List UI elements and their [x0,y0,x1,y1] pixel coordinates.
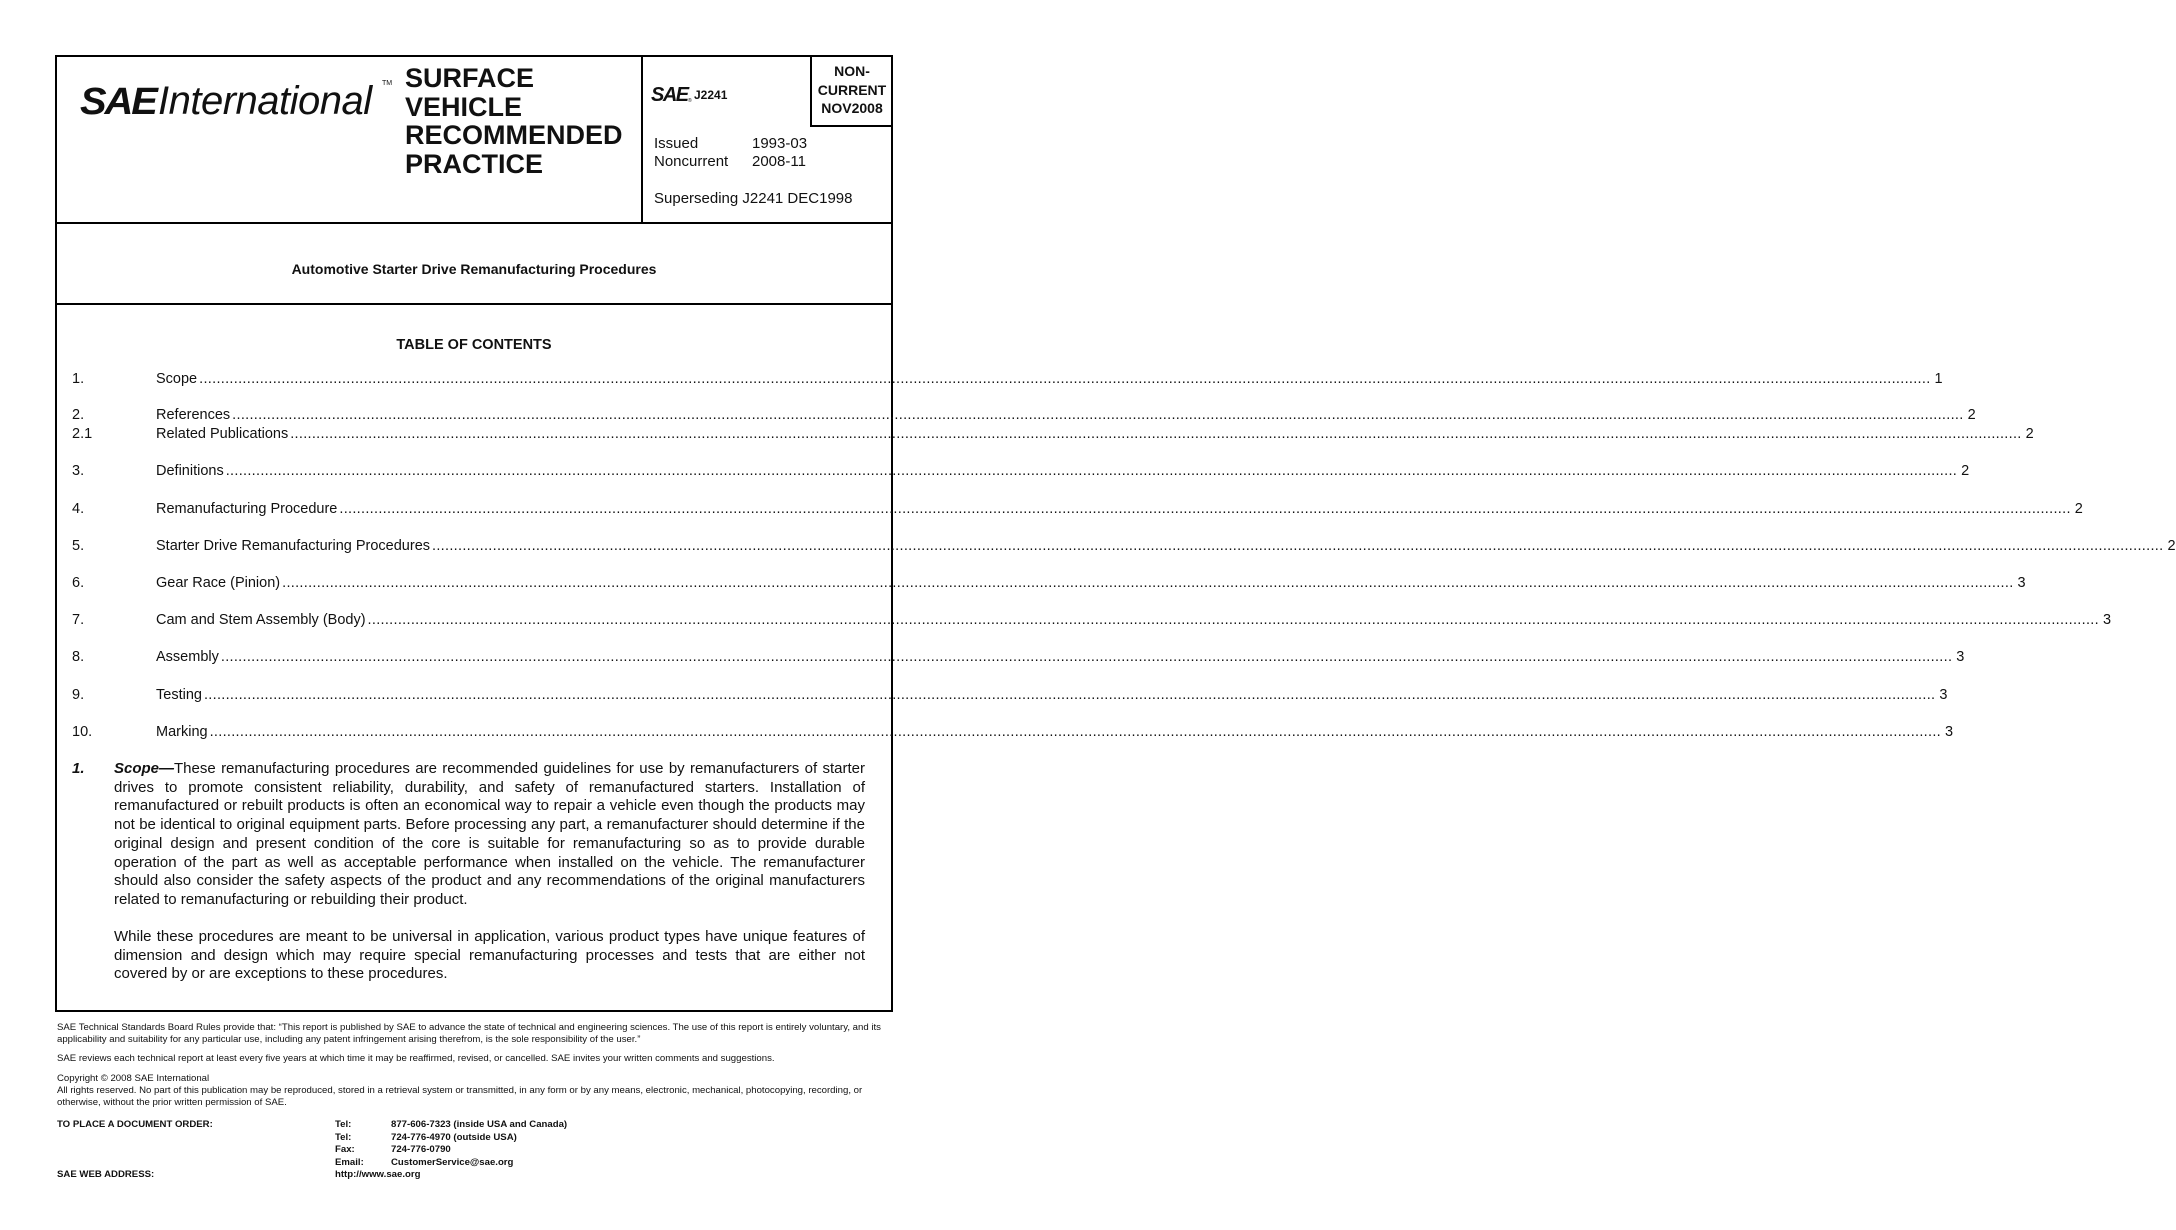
standards-rules-note: SAE Technical Standards Board Rules provide that: “This report is published by SAE to advance the state of technical and engineering sciences. The use of this report is entirely voluntary, and its applicability and suitability for any particular use, including any patent infringement arising therefrom, is the sole responsibility of the user.” [57,1022,881,1045]
toc-page: 2 [2025,426,2034,442]
toc-number: 3. [72,463,85,479]
toc-leader: ................................................................................................................................................................................................................................................................................................................................................................................................................ [290,426,2022,442]
website-link[interactable]: http://www.sae.org [335,1169,421,1180]
issued-value: 1993-03 [752,135,808,152]
toc-page: 3 [1939,687,1948,703]
international-logo-text: International [158,79,372,123]
toc-number: 9. [72,687,85,703]
paragraph-text: These remanufacturing procedures are recommended guidelines for use by remanufacturers of starter drives to promote consistent reliability, durability, and safety of remanufactured starters. Installation of remanufactured or rebuilt products is often an economical way to repair a vehicle even though the products may not be identical to original equipment parts. Before processing any part, a remanufacturer should determine if the original design and present condition of the core is suitable for remanufacturing so as to provide durable operation of the part as well as acceptable performance when installed on the vehicle. The remanufacturer should also consider the safety aspects of the product and any recommendations of the original manufacturers related to remanufacturing or rebuilding their product. [114,760,865,908]
report-type [405,64,640,178]
fax-value: 724-776-0790 [391,1144,451,1155]
toc-leader: ................................................................................................................................................................................................................................................................................................................................................................................................................ [232,407,1964,423]
order-label: TO PLACE A DOCUMENT ORDER: [57,1119,213,1130]
email-link[interactable]: CustomerService@sae.org [391,1157,514,1168]
divider [641,55,643,224]
phone-link[interactable]: 877-606-7323 (inside USA and Canada) [391,1119,568,1130]
toc-number: 6. [72,575,85,591]
toc-leader: ................................................................................................................................................................................................................................................................................................................................................................................................................ [339,501,2071,517]
toc-number: 5. [72,538,85,554]
report-type-line: RECOMMENDED [405,120,623,150]
toc-leader: ................................................................................................................................................................................................................................................................................................................................................................................................................ [199,371,1931,387]
toc-title: Scope [156,371,198,387]
toc-leader: ................................................................................................................................................................................................................................................................................................................................................................................................................ [203,687,1936,703]
toc-title: Starter Drive Remanufacturing Procedures [156,538,431,554]
toc-entry[interactable] [72,462,1970,480]
toc-number: 10. [72,724,93,740]
toc-entry[interactable] [72,648,1965,666]
toc-page: 3 [1956,649,1965,665]
toc-title: Remanufacturing Procedure [156,501,338,517]
document-title: Automotive Starter Drive Remanufacturing Procedures [291,261,657,277]
toc-title: References [156,407,231,423]
toc-number: 2.1 [72,426,93,442]
toc-number: 1. [72,371,85,387]
section-number: 1. [72,760,85,777]
toc-leader: ................................................................................................................................................................................................................................................................................................................................................................................................................ [220,649,1953,665]
sae-logo: SAE [80,81,156,123]
toc-page: 2 [2167,538,2176,554]
toc-page: 2 [1961,463,1970,479]
toc-entry[interactable] [72,370,1943,388]
rights-note: All rights reserved. No part of this publication may be reproduced, stored in a retrieval system or transmitted, in any form or by any means, electronic, mechanical, photocopying, recording, or otherwise, without the prior written permission of SAE. [57,1085,863,1108]
toc-number: 8. [72,649,85,665]
section-paragraph [114,760,865,910]
toc-number: 4. [72,501,85,517]
toc-title: Assembly [156,649,219,665]
toc-page: 3 [2102,612,2112,628]
toc-leader: ................................................................................................................................................................................................................................................................................................................................................................................................................ [209,724,1941,740]
toc-entry[interactable] [72,406,1976,424]
divider [55,222,893,224]
toc-entry[interactable] [72,686,1948,704]
toc-page: 2 [1967,407,1976,423]
toc-number: 2. [72,407,85,423]
toc-leader: ................................................................................................................................................................................................................................................................................................................................................................................................................ [432,538,2164,554]
toc-entry[interactable] [72,537,2176,555]
trademark-mark: TM [382,80,393,87]
toc-title: Cam and Stem Assembly (Body) [156,612,366,628]
report-type-line: SURFACE [405,63,535,93]
toc-page: 3 [2017,575,2026,591]
report-type-line: VEHICLE [405,91,523,122]
review-note: SAE reviews each technical report at least every five years at which time it may be reaffirmed, revised, or cancelled. SAE invites your written comments and suggestions. [57,1053,775,1064]
toc-page: 2 [2074,501,2083,517]
superseding-note: Superseding J2241 DEC1998 [654,190,853,207]
noncurrent-value: 2008-11 [752,153,806,170]
issued-label: Issued [654,135,699,152]
toc-number: 7. [72,612,85,628]
contact-label: Email: [335,1157,364,1168]
status-line: NOV2008 [821,100,883,116]
phone-link[interactable]: 724-776-4970 (outside USA) [391,1132,517,1143]
toc-title: Testing [156,687,202,703]
section-heading: Scope— [114,760,175,777]
toc-entry[interactable] [72,574,2026,592]
section-paragraph: While these procedures are meant to be universal in application, various product types have unique features of dimension and design which may require special remanufacturing processes and tests that are either not covered by or are exceptions to these procedures. [114,928,865,983]
report-type-line: PRACTICE [405,148,544,179]
contact-label: Fax: [335,1144,355,1155]
status-badge [812,62,892,118]
copyright: Copyright © 2008 SAE International [57,1073,210,1084]
noncurrent-label: Noncurrent [654,153,729,170]
toc-leader: ................................................................................................................................................................................................................................................................................................................................................................................................................ [282,575,2014,591]
toc-entry[interactable] [72,611,2112,629]
toc-entry[interactable] [72,723,1954,741]
toc-page: 1 [1934,371,1943,387]
divider [55,303,893,305]
divider [810,125,893,127]
toc-leader: ................................................................................................................................................................................................................................................................................................................................................................................................................ [225,463,1958,479]
toc-entry[interactable] [72,500,2083,518]
toc-leader: ................................................................................................................................................................................................................................................................................................................................................................................................................ [367,612,2099,628]
toc-title: Gear Race (Pinion) [156,575,281,591]
toc-title: Definitions [156,463,224,479]
status-line: CURRENT [817,81,887,98]
web-label: SAE WEB ADDRESS: [57,1169,155,1180]
registered-mark: ® [688,98,692,104]
mini-sae-logo: SAE [651,84,688,106]
document-number: J2241 [694,88,728,102]
contact-label: Tel: [335,1132,352,1143]
toc-page: 3 [1945,724,1954,740]
toc-title: Marking [156,724,208,740]
toc-heading: TABLE OF CONTENTS [396,337,552,353]
toc-title: Related Publications [156,426,289,442]
status-line: NON- [834,63,870,79]
contact-label: Tel: [335,1119,352,1130]
toc-entry[interactable] [72,425,2034,443]
